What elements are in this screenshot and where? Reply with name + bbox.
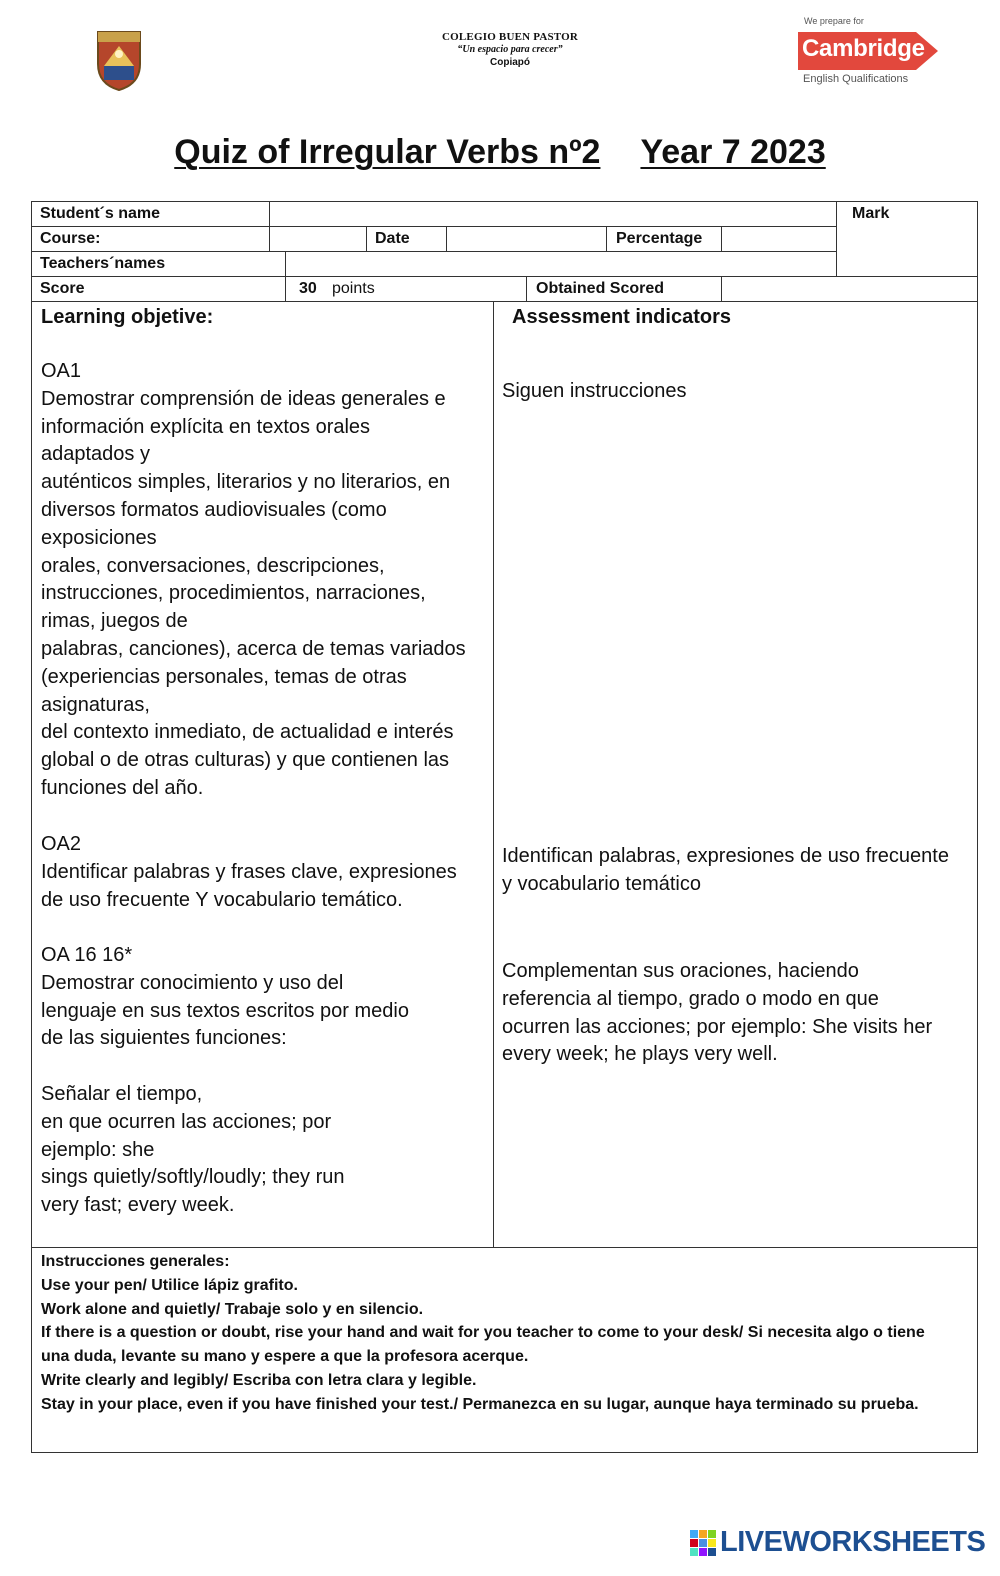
instructions-heading: Instrucciones generales: <box>41 1253 230 1270</box>
cambridge-qualifications: English Qualifications <box>803 73 909 85</box>
mark-label: Mark <box>852 205 890 222</box>
cambridge-brand: Cambridge <box>802 35 925 62</box>
instruction-line: Write clearly and legibly/ Escriba con letra clara y legible. <box>41 1371 477 1389</box>
page-title <box>0 133 1000 172</box>
school-motto: “Un espacio para crecer” <box>457 44 563 55</box>
percentage-field[interactable] <box>724 228 834 249</box>
learning-objective-heading: Learning objetive: <box>41 306 214 328</box>
percentage-label: Percentage <box>616 230 703 247</box>
date-field[interactable] <box>449 228 604 249</box>
indicator-3: Complementan sus oraciones, haciendo referencia al tiempo, grado o modo en que ocurren las acciones; por ejemplo: She visits her every week; he plays very well. <box>502 960 933 1066</box>
school-crest-logo <box>94 26 144 92</box>
course-field[interactable] <box>273 228 364 249</box>
title-main: Quiz of Irregular Verbs nº2 <box>174 133 601 171</box>
assessment-indicators-heading: Assessment indicators <box>512 306 731 328</box>
indicator-2: Identifican palabras, expresiones de uso frecuente y vocabulario temático <box>502 845 949 895</box>
liveworksheets-logo <box>690 1526 990 1560</box>
student-name-label: Student´s name <box>40 205 161 222</box>
instruction-line: Work alone and quietly/ Trabaje solo y en silencio. <box>41 1300 424 1318</box>
teachers-field[interactable] <box>289 253 834 274</box>
school-info <box>360 31 660 68</box>
school-name: COLEGIO BUEN PASTOR <box>441 31 579 43</box>
indicator-1: Siguen instrucciones <box>502 380 687 402</box>
obtained-score-label: Obtained Scored <box>536 280 665 297</box>
objective-oa16-functions: Señalar el tiempo, en que ocurren las acciones; por ejemplo: she sings quietly/softly/loudly; they run very fast; every week. <box>41 1083 345 1217</box>
teachers-label: Teachers´names <box>40 255 166 272</box>
objective-oa1: OA1 Demostrar comprensión de ideas generales e información explícita en textos orales adaptados y auténticos simples, literarios y no literarios, en diversos formatos audiovisuales (como exposiciones orales, conversaciones, descripciones, instrucciones, procedimientos, narraciones, rimas, juegos de palabras, canciones), acerca de temas variados (experiencias personales, temas de otras asignaturas, del contexto inmediato, de actualidad e interés global o de otras culturas) y que contienen las funciones del año. <box>41 360 466 799</box>
obtained-score-field[interactable] <box>724 278 974 299</box>
instructions <box>41 1250 956 1417</box>
school-city: Copiapó <box>490 57 530 68</box>
score-value: 30 <box>299 280 317 297</box>
instruction-line: Use your pen/ Utilice lápiz grafito. <box>41 1276 298 1294</box>
score-label: Score <box>40 280 85 297</box>
instruction-line: If there is a question or doubt, rise your hand and wait for you teacher to come to your desk/ Si necesita algo o tiene una duda, levante su mano y espere a que la profesora acerque. <box>41 1324 925 1366</box>
instruction-line: Stay in your place, even if you have finished your test./ Permanezca en su lugar, aunque haya terminado su prueba. <box>41 1395 919 1413</box>
objective-oa16: OA 16 16* Demostrar conocimiento y uso del lenguaje en sus textos escritos por medio de las siguientes funciones: <box>41 944 409 1050</box>
course-label: Course: <box>40 230 101 247</box>
liveworksheets-grid-icon <box>690 1530 716 1556</box>
mark-field[interactable] <box>840 228 974 274</box>
cambridge-prepare-text: We prepare for <box>804 16 864 26</box>
date-label: Date <box>375 230 410 247</box>
liveworksheets-brand: LIVEWORKSHEETS <box>720 1526 986 1558</box>
objective-oa2: OA2 Identificar palabras y frases clave, expresiones de uso frecuente Y vocabulario temático. <box>41 833 457 911</box>
title-year: Year 7 2023 <box>640 133 826 171</box>
score-unit: points <box>332 280 375 297</box>
cambridge-logo <box>798 16 948 90</box>
student-name-field[interactable] <box>274 203 832 225</box>
